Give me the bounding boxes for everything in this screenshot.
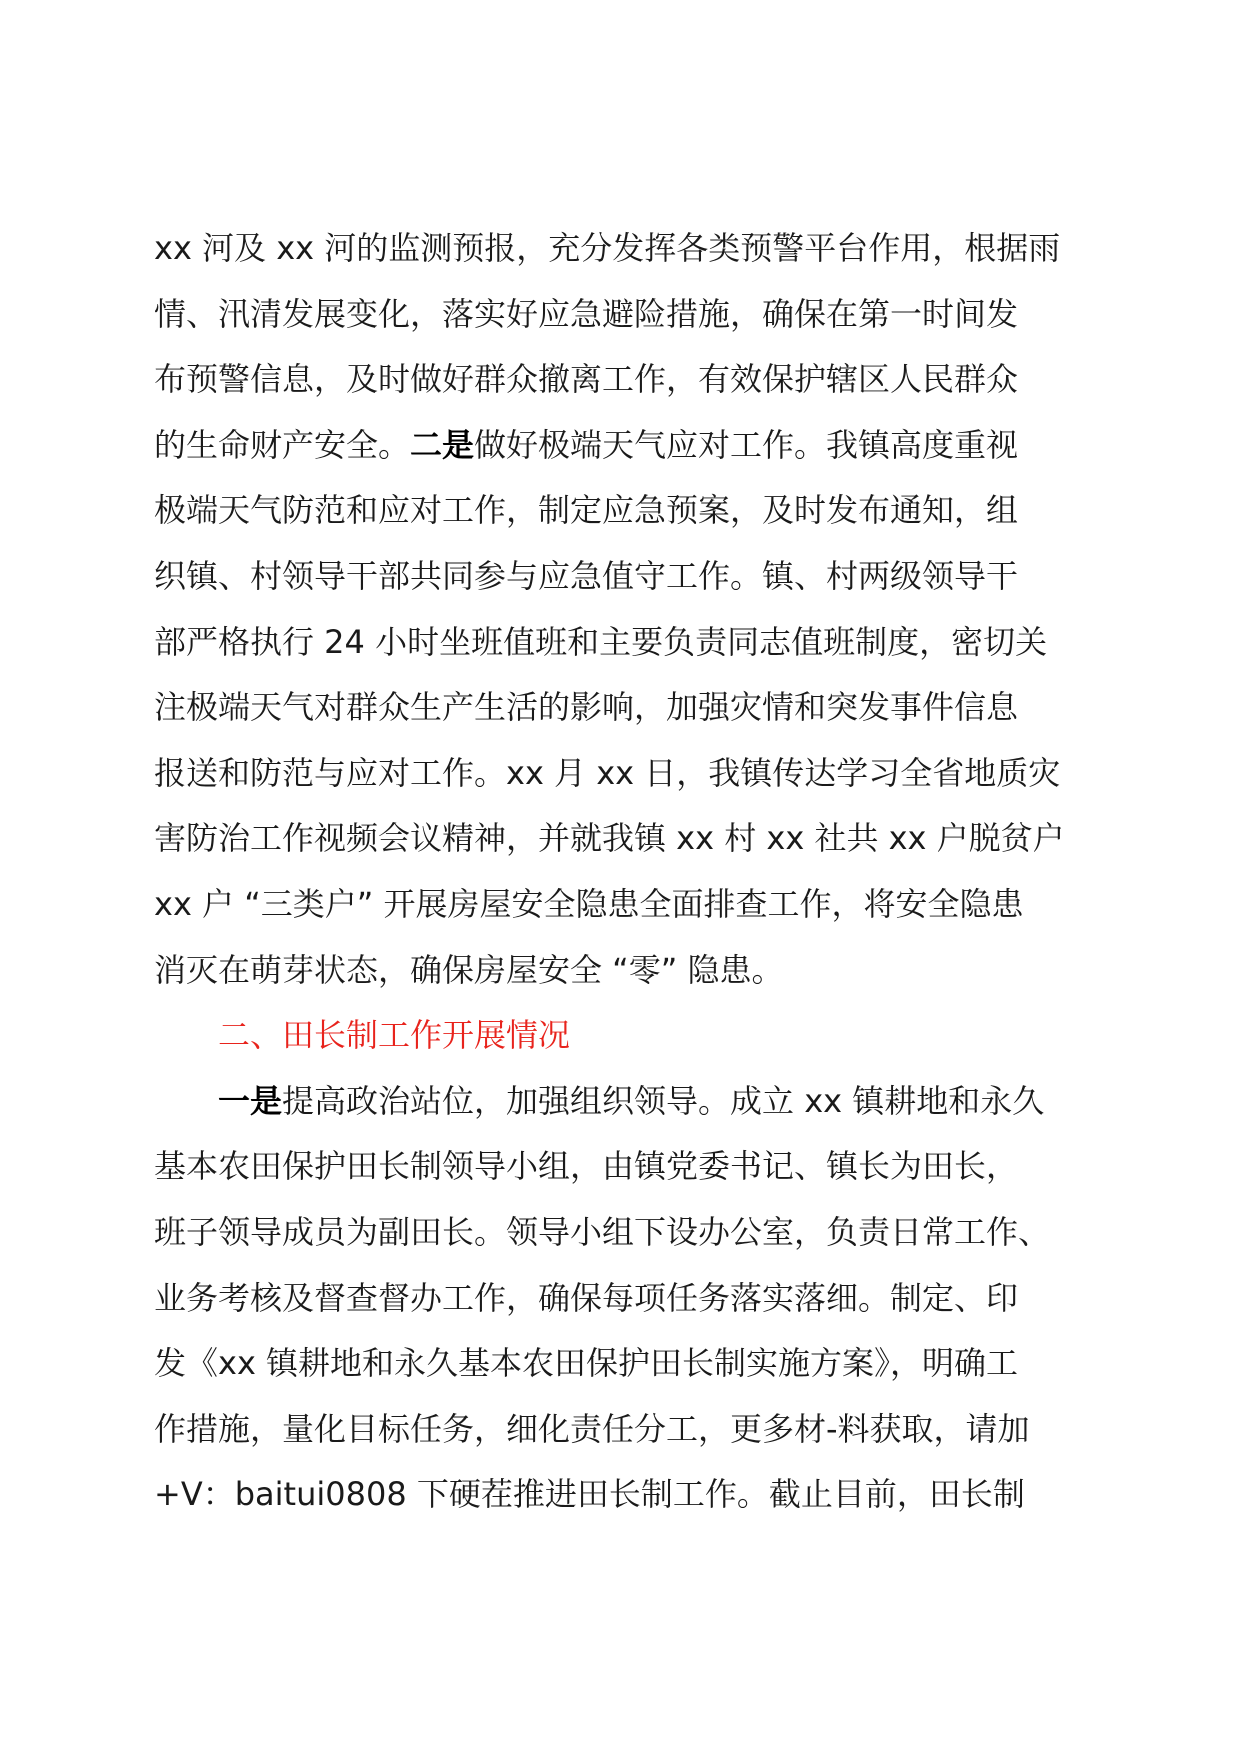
text-line: +V：baitui0808 下硬茬推进田长制工作。截止目前，田长制 [154, 1475, 1025, 1514]
text-line: 作措施，量化目标任务，细化责任分工，更多材-料获取，请加 [154, 1409, 1030, 1448]
text-run: 提高政治站位，加强组织领导。成立 xx 镇耕地和永久 [282, 1081, 1045, 1120]
document-body [154, 216, 1094, 1528]
bold-marker: 一是 [218, 1081, 283, 1120]
text-line: 消灭在萌芽状态，确保房屋安全 “零” 隐患。 [154, 950, 784, 989]
text-run: 的生命财产安全。 [154, 425, 411, 464]
text-line: xx 户 “三类户” 开展房屋安全隐患全面排查工作，将安全隐患 [154, 884, 1024, 923]
text-line: 报送和防范与应对工作。xx 月 xx 日，我镇传达学习全省地质灾 [154, 753, 1061, 792]
text-line: 发《xx 镇耕地和永久基本农田保护田长制实施方案》，明确工 [154, 1344, 1019, 1383]
text-line: 注极端天气对群众生产生活的影响，加强灾情和突发事件信息 [154, 688, 1019, 727]
text-line: 业务考核及督查督办工作，确保每项任务落实落细。制定、印 [154, 1278, 1019, 1317]
text-line: 害防治工作视频会议精神，并就我镇 xx 村 xx 社共 xx 户脱贫户 [154, 819, 1065, 858]
text-line: 班子领导成员为副田长。领导小组下设办公室，负责日常工作、 [154, 1212, 1051, 1251]
text-line: 部严格执行 24 小时坐班值班和主要负责同志值班制度，密切关 [154, 622, 1048, 661]
section-heading: 二、田长制工作开展情况 [218, 1016, 571, 1055]
bold-marker: 二是 [410, 425, 475, 464]
text-line: 极端天气防范和应对工作，制定应急预案，及时发布通知，组 [154, 491, 1019, 530]
text-line: 织镇、村领导干部共同参与应急值守工作。镇、村两级领导干 [154, 556, 1019, 595]
text-line: xx 河及 xx 河的监测预报，充分发挥各类预警平台作用，根据雨 [154, 229, 1061, 267]
text-run: 做好极端天气应对工作。我镇高度重视 [474, 425, 1019, 464]
text-line: 基本农田保护田长制领导小组，由镇党委书记、镇长为田长， [154, 1147, 1019, 1186]
text-line: 布预警信息，及时做好群众撤离工作，有效保护辖区人民群众 [154, 360, 1019, 399]
text-line [154, 413, 1094, 479]
text-line [154, 1069, 1094, 1135]
text-line: 情、汛清发展变化，落实好应急避险措施，确保在第一时间发 [154, 294, 1019, 333]
